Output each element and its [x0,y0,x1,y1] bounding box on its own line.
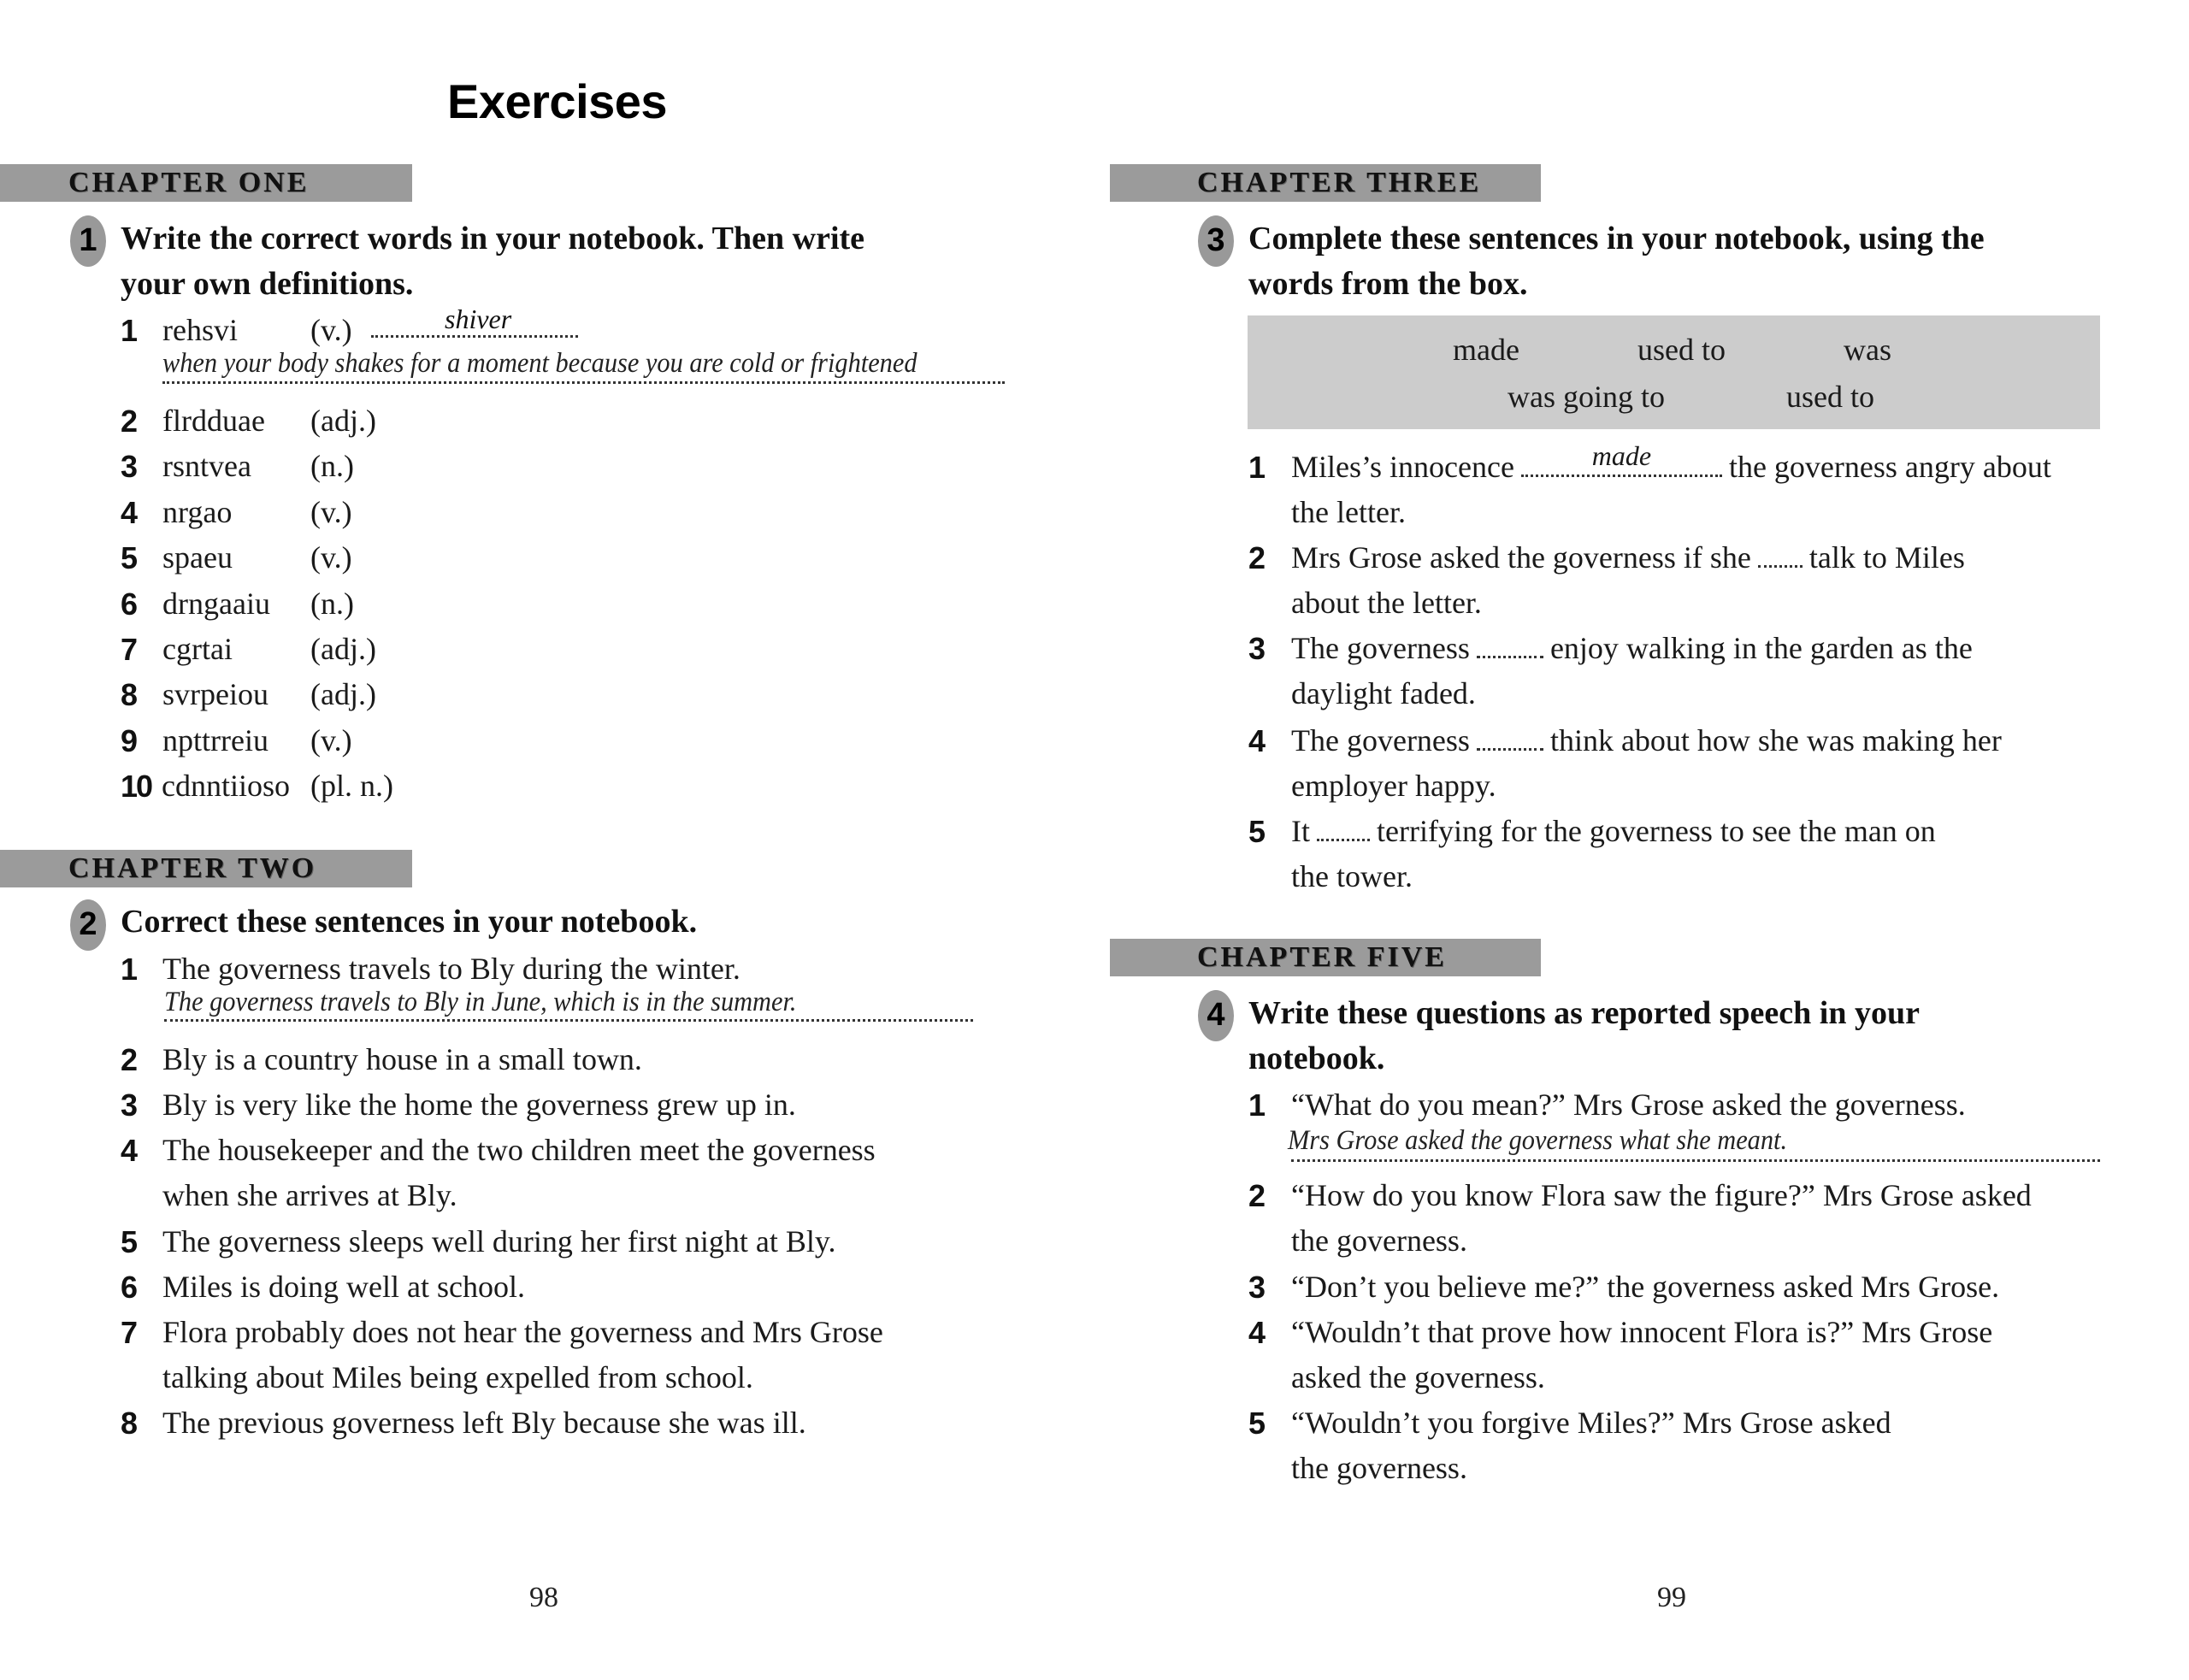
word-box [1248,315,2100,429]
exercise-3-instruction-line1: Complete these sentences in your notebook, using the [1248,221,1985,256]
exercise-number-badge [70,215,106,267]
exercise-2-example-answer: The governess travels to Bly in June, which is in the summer. [164,987,797,1017]
exercise-4-instruction-line1: Write these questions as reported speech in your [1248,995,1920,1031]
part-of-speech: (v.) [310,313,352,347]
sentence-before-blank: The governess [1291,723,1470,757]
item-number: 2 [121,1042,139,1077]
sentence-after-blank: the governess angry about [1728,450,2051,484]
exercise-4-instruction-line2: notebook. [1248,1040,1385,1076]
sentence-continuation: daylight faded. [1291,676,1476,710]
chapter-three-bar [1110,164,1541,202]
page-title: Exercises [447,74,668,128]
scrambled-word: cdnntiioso [162,769,290,803]
exercise-number: 4 [1207,997,1225,1033]
item-number: 2 [1248,540,1266,575]
item-number: 3 [1248,1270,1266,1305]
exercise-2-instruction: Correct these sentences in your notebook. [121,904,698,940]
part-of-speech: (v.) [310,723,352,757]
sentence-after-blank: think about how she was making her [1549,723,2002,757]
word-box-item: made [1453,333,1519,367]
sentence-before-blank: The governess [1291,631,1470,665]
part-of-speech: (adj.) [310,632,376,666]
part-of-speech: (n.) [310,587,354,621]
answer-dotted-line [371,335,578,338]
chapter-two-label: CHAPTER TWO [68,852,317,884]
word-box-item: used to [1786,380,1874,414]
item-number: 1 [121,313,139,348]
word-box-item: used to [1637,333,1726,367]
sentence-text [1291,718,2002,763]
scrambled-word: flrdduae [162,404,265,438]
item-number: 9 [121,723,139,758]
exercise-number-badge [1198,990,1234,1041]
item-number: 6 [121,1270,139,1305]
sentence-before-blank: Miles’s innocence [1291,450,1514,484]
sentence-continuation: the tower. [1291,859,1413,893]
item-number: 3 [121,1088,139,1123]
item-number: 8 [121,677,139,712]
sentence-text [1291,626,1973,671]
item-number: 1 [1248,1088,1266,1123]
sentence-text: Miles is doing well at school. [162,1270,525,1304]
question-text: asked the governess. [1291,1360,1545,1394]
item-number: 2 [121,404,139,439]
sentence-text: when she arrives at Bly. [162,1178,457,1212]
exercise-number-badge [70,899,106,951]
word-box-item: was going to [1508,380,1665,414]
sentence-text: The governess travels to Bly during the winter. [162,952,740,986]
sentence-continuation: the letter. [1291,495,1406,529]
answer-blank [1317,813,1370,841]
scrambled-word: npttrreiu [162,723,268,757]
sentence-continuation: employer happy. [1291,769,1496,803]
scrambled-word: drngaaiu [162,587,270,621]
sentence-before-blank: It [1291,814,1310,848]
scrambled-word: spaeu [162,540,233,575]
question-text: “What do you mean?” Mrs Grose asked the governess. [1291,1088,1966,1122]
scrambled-word: cgrtai [162,632,233,666]
question-text: the governess. [1291,1223,1467,1258]
item-number: 1 [1248,450,1266,485]
item-number: 7 [121,1315,139,1350]
sentence-text [1291,535,1965,581]
sentence-text [1291,809,1936,854]
item-number: 1 [121,952,139,987]
item-number: 4 [1248,723,1266,758]
item-number: 8 [121,1406,139,1441]
item-number: 5 [1248,814,1266,849]
answer-blank [1521,440,1722,477]
scrambled-word: rehsvi [162,313,238,347]
sentence-before-blank: Mrs Grose asked the governess if she [1291,540,1751,575]
sentence-text: Bly is a country house in a small town. [162,1042,642,1076]
chapter-two-bar [0,850,412,887]
chapter-five-label: CHAPTER FIVE [1197,941,1447,973]
sentence-text: Bly is very like the home the governess grew up in. [162,1088,796,1122]
sentence-text: The governess sleeps well during her first night at Bly. [162,1224,836,1259]
answer-dotted-line [1291,1159,2100,1162]
question-text: “Wouldn’t that prove how innocent Flora is?” Mrs Grose [1291,1315,1993,1349]
question-text: “How do you know Flora saw the figure?” Mrs Grose asked [1291,1178,2032,1212]
sentence-text: talking about Miles being expelled from school. [162,1360,753,1394]
item-number: 4 [121,1133,139,1168]
page-number-right: 99 [1657,1582,1686,1613]
part-of-speech: (v.) [310,540,352,575]
item-number: 5 [1248,1406,1266,1441]
chapter-one-label: CHAPTER ONE [68,167,310,198]
chapter-one-bar [0,164,412,202]
question-text: the governess. [1291,1451,1467,1485]
scrambled-word: rsntvea [162,449,251,483]
part-of-speech: (v.) [310,495,352,529]
answer-blank [1477,630,1543,658]
exercise-number-badge [1198,215,1234,267]
item-number: 3 [1248,631,1266,666]
item-number: 4 [121,495,139,530]
exercise-1-instruction-line2: your own definitions. [121,266,414,302]
item-number: 3 [121,449,139,484]
sentence-after-blank: terrifying for the governess to see the man on [1377,814,1936,848]
word-box-item: was [1844,333,1891,367]
sentence-text [1291,440,2051,490]
sentence-text: The housekeeper and the two children meet the governess [162,1133,876,1167]
example-answer: made [1591,440,1652,471]
part-of-speech: (adj.) [310,404,376,438]
page-number-left: 98 [529,1582,558,1613]
item-number: 6 [121,587,139,622]
sentence-text: The previous governess left Bly because she was ill. [162,1406,806,1440]
chapter-five-bar [1110,939,1541,976]
part-of-speech: (adj.) [310,677,376,711]
exercise-1-example-answer: shiver [445,304,512,334]
exercise-1-example-definition: when your body shakes for a moment because you are cold or frightened [162,348,917,379]
exercise-number: 3 [1207,222,1225,258]
question-text: “Don’t you believe me?” the governess asked Mrs Grose. [1291,1270,2000,1304]
answer-blank [1758,539,1803,568]
answer-dotted-line [164,1019,973,1022]
sentence-after-blank: talk to Miles [1808,540,1965,575]
item-number: 4 [1248,1315,1266,1350]
sentence-continuation: about the letter. [1291,586,1482,620]
exercise-4-example-answer: Mrs Grose asked the governess what she meant. [1288,1125,1788,1156]
item-number: 5 [121,1224,139,1259]
sentence-after-blank: enjoy walking in the garden as the [1549,631,1973,665]
sentence-text: Flora probably does not hear the governess and Mrs Grose [162,1315,883,1349]
part-of-speech: (n.) [310,449,354,483]
definition-dotted-line [162,381,1005,384]
item-number: 5 [121,540,139,575]
exercise-1-instruction-line1: Write the correct words in your notebook. Then write [121,221,865,256]
item-number: 10 [121,769,152,804]
item-number: 7 [121,632,139,667]
exercise-number: 2 [79,906,97,942]
answer-blank [1477,722,1543,751]
question-text: “Wouldn’t you forgive Miles?” Mrs Grose asked [1291,1406,1891,1440]
chapter-three-label: CHAPTER THREE [1197,167,1482,198]
exercise-number: 1 [79,222,97,258]
exercise-3-instruction-line2: words from the box. [1248,266,1528,302]
scrambled-word: nrgao [162,495,233,529]
part-of-speech: (pl. n.) [310,769,393,803]
item-number: 2 [1248,1178,1266,1213]
scrambled-word: svrpeiou [162,677,268,711]
